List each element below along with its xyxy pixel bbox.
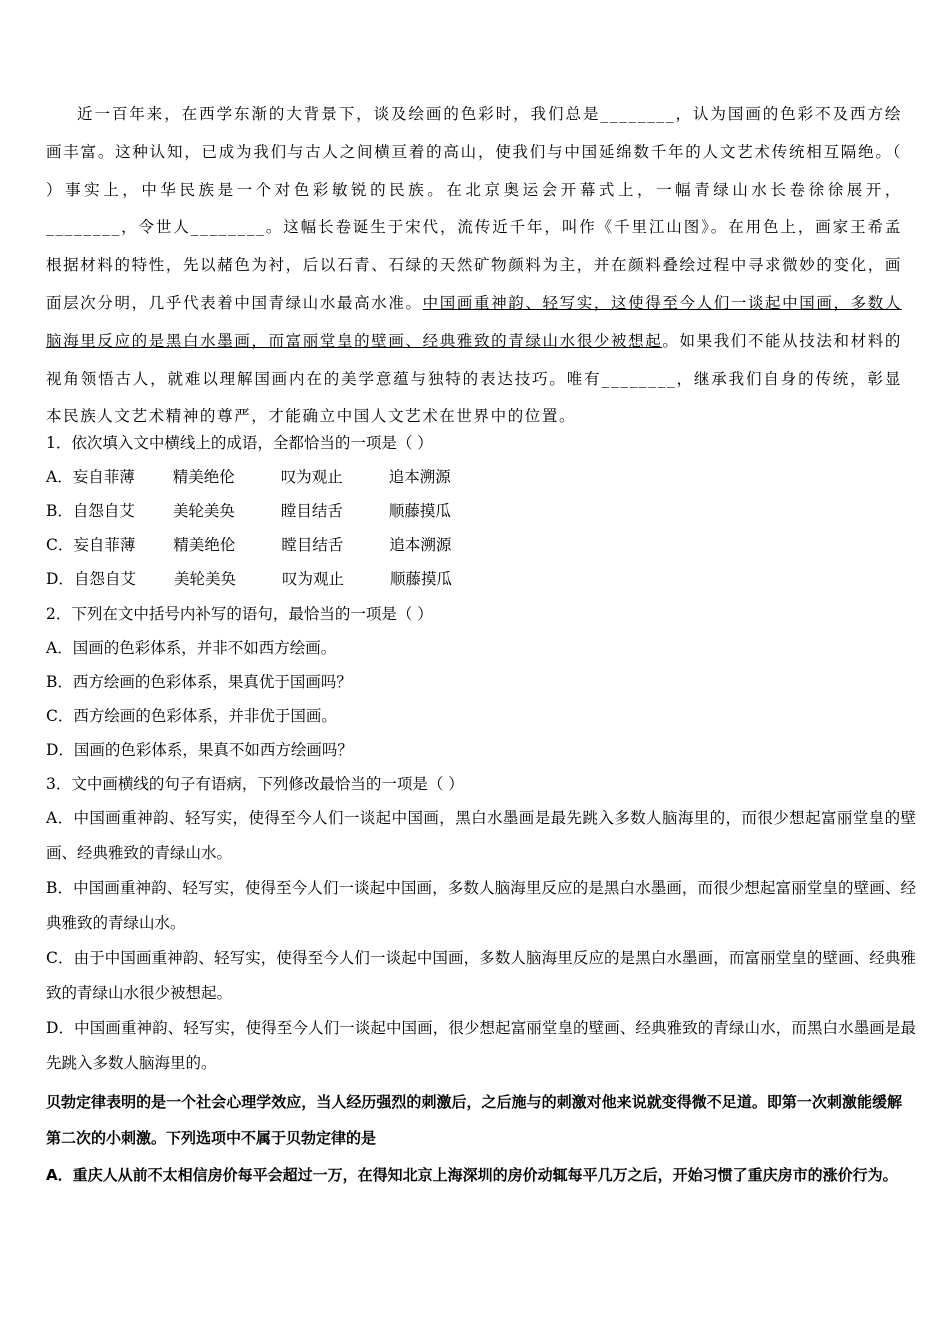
passage-text-1: 近一百年来，在西学东渐的大背景下，谈及绘画的色彩时，我们总是________，认为国画的色彩不及西方绘画丰富。这种认知，已成为我们与古人之间横亘着的高山，使我们与中国延绵数千年的人文艺术传统相互隔绝。（ ）事实上，中华民族是一个对色彩敏锐的民族。在北京奥运会开幕式上，一幅青绿山水长卷徐徐展开，________，令世人________。这幅长卷诞生于宋代，流传近千年，叫作《千里江山图》。在用色上，画家王希孟根据材料的特性，先以赭色为衬，后以石青、石绿的天然矿物颜料为主，并在颜料叠绘过程中寻求微妙的变化，画面层次分明，几乎代表着中国青绿山水最高水准。 (46, 105, 902, 312)
option-word: 瞠目结舌 (281, 536, 344, 554)
question-1-option-b (46, 494, 916, 528)
passage-text-2: 。如果我们不能从技法和材料的视角领悟古人，就难以理解国画内在的美学意蕴与独特的表达技巧。唯有________，继承我们自身的传统，彰显本民族人文艺术精神的尊严，才能确立中国人文艺术在世界中的位置。 (46, 331, 902, 426)
underlined-sentence: 中国画重神韵、轻写实，这使得至今人们一谈起中国画，多数人脑海里反应的是黑白水墨画，而富丽堂皇的壁画、经典雅致的青绿山水很少被想起 (46, 293, 903, 350)
question-2-option-c: C．西方绘画的色彩体系，并非优于国画。 (46, 707, 337, 725)
option-word: 叹为观止 (280, 468, 343, 486)
question-1-option-d (46, 562, 916, 596)
question-3-option-d: D．中国画重神韵、轻写实，使得至今人们一谈起中国画，很少想起富丽堂皇的壁画、经典雅致的青绿山水，而黑白水墨画是最先跳入多数人脑海里的。 (46, 1019, 916, 1072)
question-3-option-a: A．中国画重神韵、轻写实，使得至今人们一谈起中国画，黑白水墨画是最先跳入多数人脑海里的，而很少想起富丽堂皇的壁画、经典雅致的青绿山水。 (46, 809, 916, 862)
question-1 (46, 426, 916, 596)
option-word: 追本溯源 (388, 468, 451, 486)
option-label: D． (46, 570, 74, 588)
question-4 (46, 1084, 902, 1194)
question-1-stem: 1．依次填入文中横线上的成语，全都恰当的一项是（ ） (46, 434, 433, 452)
question-1-option-a (46, 460, 916, 494)
option-word: 瞠目结舌 (280, 502, 343, 520)
option-word: 叹为观止 (281, 570, 344, 588)
option-word: 美轮美奂 (173, 570, 236, 588)
question-3-option-b: B．中国画重神韵、轻写实，使得至今人们一谈起中国画，多数人脑海里反应的是黑白水墨画，而很少想起富丽堂皇的壁画、经典雅致的青绿山水。 (46, 879, 916, 932)
option-label: A． (46, 468, 73, 486)
passage-paragraph (46, 96, 902, 436)
question-1-option-c (46, 528, 916, 562)
question-2-option-a: A．国画的色彩体系，并非不如西方绘画。 (46, 639, 337, 657)
option-word: 顺藤摸瓜 (389, 570, 452, 588)
option-word: 自怨自艾 (73, 570, 136, 588)
question-2-option-d: D．国画的色彩体系，果真不如西方绘画吗？ (46, 741, 353, 759)
option-word: 自怨自艾 (72, 502, 135, 520)
option-word: 美轮美奂 (172, 502, 235, 520)
option-word: 精美绝伦 (172, 468, 235, 486)
question-2-stem: 2．下列在文中括号内补写的语句，最恰当的一项是（ ） (46, 605, 433, 623)
question-3-option-c: C．由于中国画重神韵、轻写实，使得至今人们一谈起中国画，多数人脑海里反应的是黑白水墨画，而富丽堂皇的壁画、经典雅致的青绿山水很少被想起。 (46, 949, 916, 1002)
option-word: 追本溯源 (389, 536, 452, 554)
question-4-option-a: A．重庆人从前不太相信房价每平会超过一万，在得知北京上海深圳的房价动辄每平几万之后，开始习惯了重庆房市的涨价行为。 (46, 1166, 898, 1184)
question-2 (46, 597, 916, 767)
option-word: 妄自菲薄 (73, 536, 136, 554)
option-word: 精美绝伦 (173, 536, 236, 554)
question-2-option-b: B．西方绘画的色彩体系，果真优于国画吗？ (46, 673, 352, 691)
reading-passage (46, 96, 902, 436)
option-word: 顺藤摸瓜 (388, 502, 451, 520)
question-3-stem: 3．文中画横线的句子有语病，下列修改最恰当的一项是（ ） (46, 775, 464, 793)
option-label: B． (46, 502, 73, 520)
option-word: 妄自菲薄 (72, 468, 135, 486)
option-label: C． (46, 536, 74, 554)
question-3 (46, 767, 916, 1081)
question-4-stem: 贝勃定律表明的是一个社会心理学效应，当人经历强烈的刺激后，之后施与的刺激对他来说就变得微不足道。即第一次刺激能缓解第二次的小刺激。下列选项中不属于贝勃定律的是 (46, 1093, 902, 1147)
